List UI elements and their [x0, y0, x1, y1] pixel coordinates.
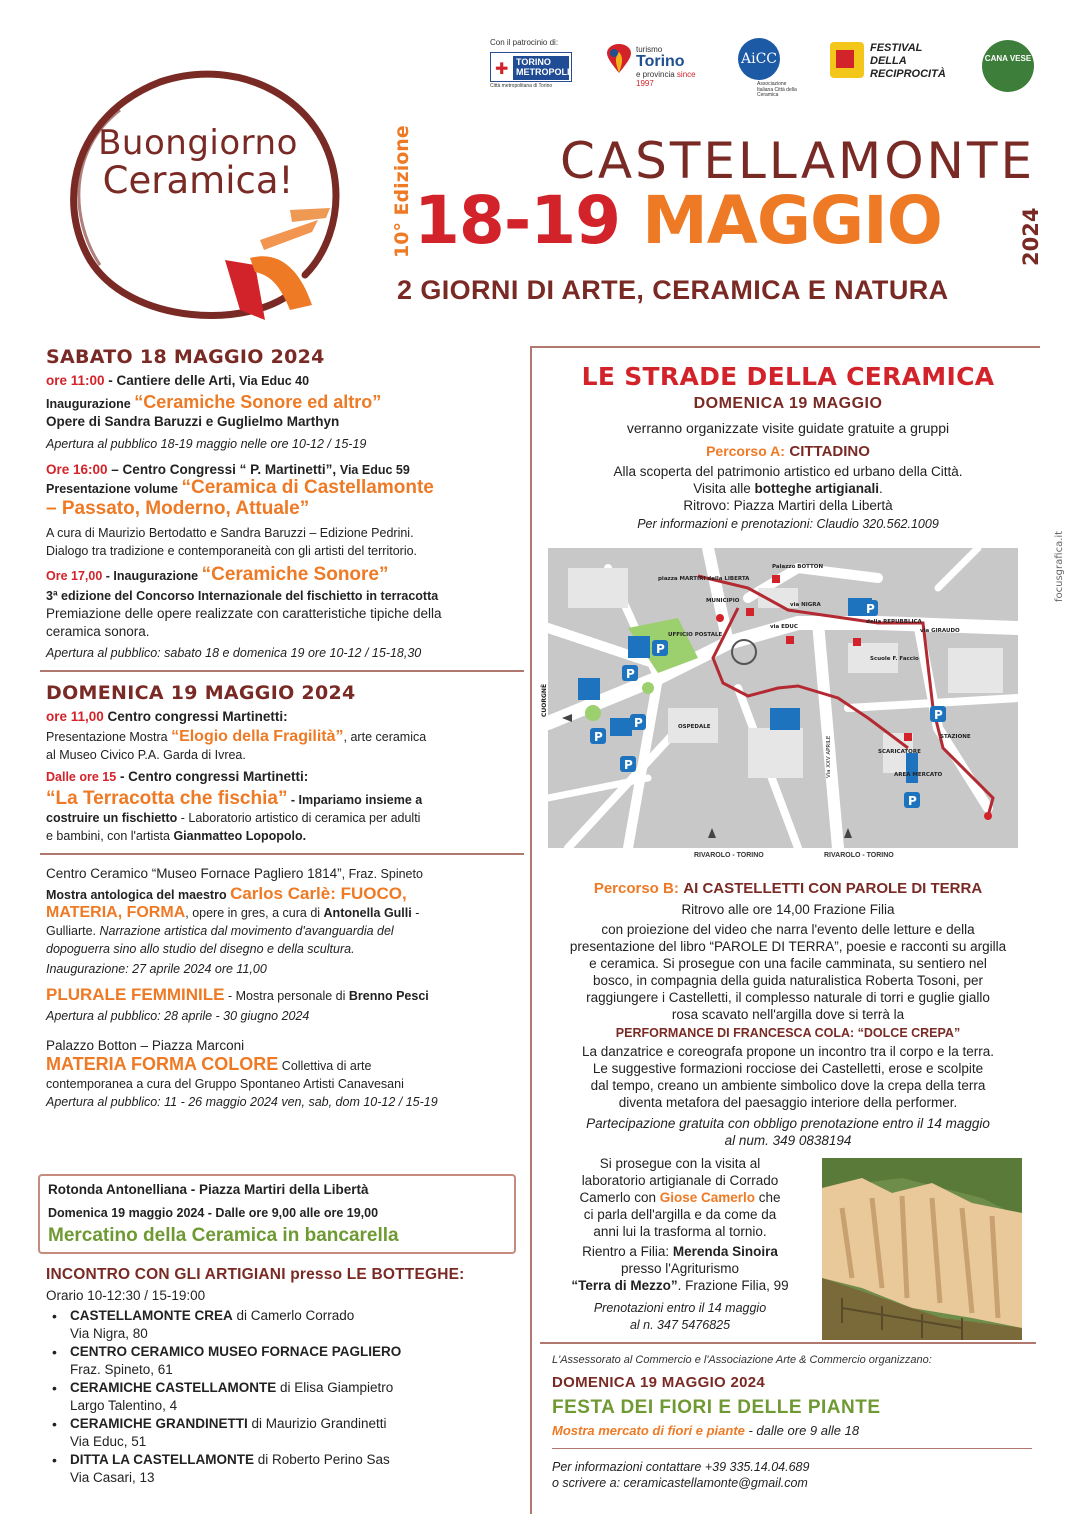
performance-title: PERFORMANCE DI FRANCESCA COLA: “DOLCE CREPA” [615, 1026, 961, 1040]
partecipazione-l1: Partecipazione gratuita con obbligo prenotazione entro il 14 maggio [586, 1116, 990, 1131]
percorso-b-title [540, 880, 1036, 898]
turismo-big: Torino [636, 53, 685, 71]
svg-text:P: P [634, 716, 643, 730]
artisan-address: Via Educ, 51 [70, 1434, 147, 1449]
svg-text:AREA MERCATO: AREA MERCATO [894, 772, 943, 778]
divider [40, 853, 524, 855]
mostra-artist: Carlos Carlè: FUOCO, [230, 884, 407, 903]
svg-text:SCARICATORE: SCARICATORE [878, 749, 921, 755]
domenica-event1-desc: al Museo Civico P.A. Garda di Ivrea. [46, 748, 246, 762]
visita-text: . Frazione Filia, 99 [677, 1278, 789, 1293]
torino-metropoli-text: TORINO METROPOLI [513, 56, 569, 80]
mostra-desc: Narrazione artistica dal movimento d'avanguardia del [99, 924, 394, 938]
list-item [46, 1451, 522, 1487]
sabato-event1-title [46, 393, 522, 413]
festival-icon-inner [836, 50, 854, 68]
percorso-b-section [540, 880, 1036, 1149]
contact-phone: Per informazioni contattare +39 335.14.04.689 [552, 1460, 810, 1474]
event-time: ore 11,00 [46, 709, 104, 724]
artisans-section [46, 1266, 522, 1487]
cross-icon: ✚ [495, 61, 509, 78]
route-map[interactable] [541, 548, 1018, 848]
event-rest: , arte ceramica [343, 730, 427, 744]
percorso-b-l1: Ritrovo alle ore 14,00 Frazione Filia [681, 902, 895, 917]
percorso-b-l3: presentazione del libro “PAROLE DI TERRA”, poesie e racconti su argilla [569, 939, 1007, 954]
credit-label [1050, 514, 1066, 604]
event-title: “Ceramiche Sonore” [201, 564, 389, 585]
svg-text:CUORGNÈ: CUORGNÈ [541, 683, 548, 717]
percorso-label: Percorso A: [706, 443, 785, 459]
logo-text [78, 123, 318, 202]
location-pin-icon [606, 44, 632, 74]
svg-text:P: P [624, 758, 633, 772]
domenica-event1-line [46, 708, 522, 726]
performance-l1: La danzatrice e coreografa propone un incontro tra il corpo e la terra. [582, 1044, 994, 1059]
event-time: Ore 16:00 [46, 462, 108, 477]
sabato-event3-desc2: Premiazione delle opere realizzate con caratteristiche tipiche della [46, 606, 442, 621]
city-title: CASTELLAMONTE [560, 132, 1036, 190]
svg-text:UFFICIO POSTALE: UFFICIO POSTALE [668, 632, 723, 638]
svg-text:via NIGRA: via NIGRA [790, 602, 821, 608]
sabato-event1-authors: Opere di Sandra Baruzzi e Guglielmo Marthyn [46, 414, 340, 429]
turismo-since: since 1997 [636, 70, 696, 88]
artisan-address: Via Nigra, 80 [70, 1326, 148, 1341]
event-pres: Presentazione Mostra [46, 730, 172, 744]
performance-l2: Le suggestive formazioni rocciose dei Castelletti, erose e scolpite [592, 1061, 984, 1076]
mostra-pre: Mostra antologica del maestro [46, 888, 231, 902]
event-year [1010, 188, 1044, 268]
list-item [46, 1379, 522, 1415]
festival-text: FESTIVAL DELLA RECIPROCITÀ [870, 42, 946, 81]
sabato-event3-open: Apertura al pubblico: sabato 18 e domenica 19 ore 10-12 / 15-18,30 [46, 646, 422, 660]
event-place: – Centro Congressi “ P. Martinetti”, [107, 462, 340, 477]
svg-text:P: P [656, 642, 665, 656]
strade-intro: verranno organizzate visite guidate gratuite a gruppi [626, 420, 950, 436]
event-time: Dalle ore 15 [46, 770, 117, 784]
turismo-text [636, 46, 698, 88]
domenica-event2-desc1 [46, 809, 522, 827]
svg-text:della REPUBBLICA: della REPUBBLICA [866, 619, 922, 625]
svg-text:P: P [626, 667, 635, 681]
logo-line1: Buongiorno [98, 123, 298, 163]
agriturismo-name: “Terra di Mezzo” [571, 1278, 678, 1293]
percorso-a-info: Per informazioni e prenotazioni: Claudio 320.562.1009 [637, 517, 939, 531]
sabato-event2-title [46, 479, 522, 498]
mostra-title: MATERIA FORMA COLORE [46, 1054, 279, 1074]
turismo-torino-logo [606, 44, 698, 88]
mostra-words: MATERIA, FORMA [46, 904, 186, 921]
svg-text:via EDUC: via EDUC [770, 624, 798, 630]
svg-text:Via XXV APRILE: Via XXV APRILE [826, 735, 832, 778]
divider [530, 346, 1040, 348]
event-title: “Ceramiche Sonore ed altro” [134, 392, 382, 412]
sabato-event3-line [46, 566, 522, 585]
sabato-event2-title2: – Passato, Moderno, Attuale” [46, 498, 310, 519]
percorso-b-l6: raggiungere i Castelletti, il complesso naturale di torri e guglie giallo [586, 990, 990, 1005]
svg-text:P: P [934, 708, 943, 722]
edition-label [378, 125, 418, 260]
visita-l7: presso l'Agriturismo [620, 1261, 740, 1276]
event-title: “La Terracotta che fischia” [46, 788, 288, 809]
mostra-curator: Antonella Gulli [323, 906, 412, 920]
artisans-hours: Orario 10-12:30 / 15-19:00 [46, 1288, 206, 1303]
artisan-owner: di Maurizio Grandinetti [247, 1416, 387, 1431]
artisan-owner: di Camerlo Corrado [232, 1308, 355, 1323]
festa-title: FESTA DEI FIORI E DELLE PIANTE [552, 1397, 881, 1418]
domenica-title: DOMENICA 19 MAGGIO 2024 [46, 682, 356, 704]
mostra3-place: Palazzo Botton – Piazza Marconi [46, 1038, 245, 1053]
castelletti-photo [822, 1158, 1022, 1340]
dates-month: MAGGIO [642, 182, 942, 259]
artisan-name: DITTA LA CASTELLAMONTE [70, 1452, 254, 1467]
festa-hours: - dalle ore 9 alle 18 [744, 1423, 860, 1438]
mostra1-title [46, 885, 522, 904]
contacts [552, 1460, 1032, 1490]
artisan-address: Fraz. Spineto, 61 [70, 1362, 173, 1377]
svg-text:via GIRAUDO: via GIRAUDO [920, 628, 960, 634]
mostra-curator2: Gulliarte. [46, 924, 100, 938]
percorso-b-l2: con proiezione del video che narra l'evento delle letture e della [601, 922, 975, 937]
mostra1-place [46, 865, 522, 883]
visita-section [546, 1155, 814, 1334]
percorso-a-line3: Ritrovo: Piazza Martiri della Libertà [683, 498, 893, 513]
sabato-title: SABATO 18 MAGGIO 2024 [46, 346, 325, 368]
sabato-event2-desc1: A cura di Maurizio Bertodatto e Sandra Baruzzi – Edizione Pedrini. [46, 526, 414, 540]
domenica-event1-title [46, 728, 522, 746]
mostra-dash: - [411, 906, 420, 920]
torino-metropoli-logo [490, 52, 572, 82]
festival-logo [826, 40, 952, 84]
divider [540, 1342, 1036, 1344]
artist-name: Giose Camerlo [659, 1190, 756, 1205]
torino-metropoli-sub: Città metropolitana di Torino [490, 83, 553, 89]
visita-l6 [546, 1243, 814, 1260]
artisan-address: Largo Talentino, 4 [70, 1398, 178, 1413]
dates-days: 18-19 [414, 182, 621, 259]
festa-sub [552, 1423, 1032, 1438]
artisan-name: CERAMICHE GRANDINETTI [70, 1416, 248, 1431]
mostra-title: PLURALE FEMMINILE [46, 985, 225, 1004]
percorso-label: Percorso B: [593, 880, 679, 897]
percorso-dot: . [879, 481, 883, 496]
sabato-event1-open: Apertura al pubblico 18-19 maggio nelle ore 10-12 / 15-19 [46, 437, 367, 451]
mostra1-line2 [46, 904, 522, 922]
merenda: Merenda Sinoira [672, 1244, 778, 1259]
visita-text: Camerlo con [579, 1190, 660, 1205]
svg-text:P: P [594, 730, 603, 744]
svg-text:2024: 2024 [1019, 207, 1043, 266]
partecipazione-l2: al num. 349 0838194 [724, 1133, 852, 1148]
map-rivarolo-2: RIVAROLO - TORINO [824, 852, 894, 859]
list-item [46, 1343, 522, 1379]
artisan-name: CASTELLAMONTE CREA [70, 1308, 233, 1323]
domenica-event2-line [46, 768, 522, 786]
event-dates [414, 182, 942, 259]
rotonda-place: Rotonda Antonelliana - Piazza Martiri della Libertà [48, 1182, 369, 1197]
domenica-event2-desc2 [46, 827, 522, 845]
list-item [46, 1307, 522, 1343]
map-svg [541, 548, 1018, 848]
mostra-rest: , opere in gres, a cura di [185, 906, 324, 920]
strade-section [540, 362, 1036, 533]
mostra2-title [46, 986, 522, 1005]
svg-text:piazza MARTIRI della LIBERTA: piazza MARTIRI della LIBERTA [658, 576, 750, 582]
event-time: ore 11:00 [46, 373, 105, 388]
mostra-rest: Collettiva di arte [278, 1059, 372, 1073]
percorso-name: CITTADINO [789, 443, 870, 460]
column-divider [530, 346, 532, 1514]
percorso-name: AI CASTELLETTI CON PAROLE DI TERRA [683, 880, 983, 897]
svg-text:STAZIONE: STAZIONE [940, 734, 971, 740]
mostra3-open: Apertura al pubblico: 11 - 26 maggio 2024 ven, sab, dom 10-12 / 15-19 [46, 1095, 438, 1109]
artist-name: Gianmatteo Lopopolo. [173, 829, 307, 843]
mostra-place: Centro Ceramico “Museo Fornace Pagliero 1814” [46, 866, 342, 881]
mostra2-open: Apertura al pubblico: 28 aprile - 30 giugno 2024 [46, 1009, 310, 1023]
sabato-event3-desc1: 3ª edizione del Concorso Internazionale del fischietto in terracotta [46, 589, 439, 603]
event-time: Ore 17,00 [46, 569, 103, 583]
strade-title: LE STRADE DELLA CERAMICA [581, 362, 995, 391]
visita-l5: anni lui la trasforma al tornio. [593, 1224, 767, 1239]
percorso-a-title [540, 443, 1036, 461]
turismo-small: turismo [636, 45, 663, 54]
logo-line2: Ceramica! [102, 158, 294, 202]
svg-text:10° Edizione: 10° Edizione [391, 125, 413, 258]
turismo-prov: e provincia [636, 70, 675, 80]
percorso-text: Visita alle [693, 481, 755, 496]
artisan-name: CENTRO CERAMICO MUSEO FORNACE PAGLIERO [70, 1344, 402, 1359]
event-pres: Presentazione volume [46, 482, 182, 496]
mostra3-title [46, 1055, 522, 1075]
svg-text:focusgrafica.it: focusgrafica.it [1054, 530, 1065, 602]
performance-l4: diventa metafora del paesaggio interiore della performer. [618, 1095, 958, 1110]
event-inaug: - Inaugurazione [102, 569, 202, 583]
aicc-sub: Associazione Italiana Città della Ceramica [757, 81, 797, 98]
event-address: Via Educ 40 [239, 374, 310, 388]
event-desc: - Laboratorio artistico di ceramica per adulti [177, 811, 421, 825]
sabato-event3-desc3: ceramica sonora. [46, 624, 150, 639]
event-inaug: Inaugurazione [46, 397, 135, 411]
mostra-artist: Brenno Pesci [348, 989, 429, 1003]
percorso-b-l4: e ceramica. Si prosegue con una facile camminata, su sentiero nel [589, 956, 987, 971]
performance-l3: dal tempo, creano un ambiente simbolico dove la crepa della terra [590, 1078, 986, 1093]
percorso-a-line1: Alla scoperta del patrimonio artistico ed urbano della Città. [613, 464, 963, 479]
rotonda-time: Domenica 19 maggio 2024 - Dalle ore 9,00 alle ore 19,00 [48, 1206, 379, 1220]
divider [552, 1448, 1032, 1449]
percorso-bold: botteghe artigianali [754, 481, 880, 496]
visita-text: che [755, 1190, 781, 1205]
artisan-name: CERAMICHE CASTELLAMONTE [70, 1380, 277, 1395]
svg-text:OSPEDALE: OSPEDALE [678, 724, 711, 730]
list-item [46, 1415, 522, 1451]
divider [40, 670, 524, 672]
canavese-logo: CANA VESE [982, 40, 1034, 92]
map-rivarolo-1: RIVAROLO - TORINO [694, 852, 764, 859]
strade-date: DOMENICA 19 MAGGIO [693, 395, 883, 412]
svg-text:P: P [908, 794, 917, 808]
visita-l4: ci parla dell'argilla e da come da [583, 1207, 777, 1222]
event-desc: e bambini, con l'artista [46, 829, 174, 843]
rotonda-title: Mercatino della Ceramica in bancarella [48, 1225, 399, 1246]
mostra1-line4: dopoguerra sino allo studio del disegno e della scultura. [46, 942, 355, 956]
artisan-owner: di Elisa Giampietro [276, 1380, 394, 1395]
sabato-event1-line [46, 372, 522, 390]
event-title: “Elogio della Fragilità” [171, 728, 344, 745]
event-place: Centro congressi Martinetti: [103, 709, 288, 724]
festa-date: DOMENICA 19 MAGGIO 2024 [552, 1374, 766, 1391]
svg-text:Scuole F. Faccio: Scuole F. Faccio [870, 656, 919, 662]
sabato-event2-desc2: Dialogo tra tradizione e contemporaneità con gli artisti del territorio. [46, 544, 418, 558]
mostra1-inaug: Inaugurazione: 27 aprile 2024 ore 11,00 [46, 962, 267, 976]
percorso-a-line2 [540, 480, 1036, 497]
visita-text: Rientro a Filia: [582, 1244, 673, 1259]
visita-l8 [546, 1277, 814, 1294]
event-desc-bold: costruire un fischietto [46, 811, 178, 825]
mostra3-line2: contemporanea a cura del Gruppo Spontaneo Artisti Canavesani [46, 1077, 404, 1091]
prenotazioni-l2: al n. 347 5476825 [629, 1318, 731, 1332]
event-sub: - Impariamo insieme a [287, 793, 423, 807]
mostra-rest: - Mostra personale di [224, 989, 349, 1003]
tagline: 2 GIORNI DI ARTE, CERAMICA E NATURA [397, 275, 949, 305]
svg-text:MUNICIPIO: MUNICIPIO [706, 598, 740, 604]
artisans-title: INCONTRO CON GLI ARTIGIANI presso LE BOTTEGHE: [46, 1266, 465, 1283]
svg-text:P: P [866, 602, 875, 616]
event-title: “Ceramica di Castellamonte [181, 477, 434, 498]
aicc-logo: AiCC [738, 38, 780, 80]
visita-l3 [546, 1189, 814, 1206]
visita-l1: Si prosegue con la visita al [599, 1156, 761, 1171]
rotonda-box [38, 1174, 516, 1254]
percorso-b-l5: bosco, in compagnia della guida naturalistica Roberta Tosoni, per [593, 973, 983, 988]
event-place: - Cantiere delle Arti, [104, 373, 240, 388]
mostra1-line3 [46, 922, 522, 940]
festa-org: L'Assessorato al Commercio e l'Associazione Arte & Commercio organizzano: [552, 1354, 932, 1366]
artisan-address: Via Casari, 13 [70, 1470, 155, 1485]
visita-l2: laboratorio artigianale di Corrado [581, 1173, 779, 1188]
mostra-frac: , Fraz. Spineto [341, 867, 423, 881]
percorso-b-l7: rosa scavato nell'argilla dove si terrà la [671, 1007, 905, 1022]
event-place: - Centro congressi Martinetti: [116, 769, 309, 784]
festa-section [552, 1354, 1032, 1438]
festa-sub-title: Mostra mercato di fiori e piante [552, 1423, 745, 1438]
contact-email[interactable]: o scrivere a: ceramicastellamonte@gmail.com [552, 1476, 808, 1490]
artisan-owner: di Roberto Perino Sas [253, 1452, 390, 1467]
patrocinio-label: Con il patrocinio di: [490, 38, 559, 47]
domenica-event2-title [46, 790, 522, 809]
artisans-list [46, 1307, 522, 1487]
svg-text:Palazzo BOTTON: Palazzo BOTTON [772, 564, 824, 570]
event-address: Via Educ 59 [339, 463, 410, 477]
left-column [46, 346, 522, 1111]
prenotazioni-l1: Prenotazioni entro il 14 maggio [593, 1301, 767, 1315]
